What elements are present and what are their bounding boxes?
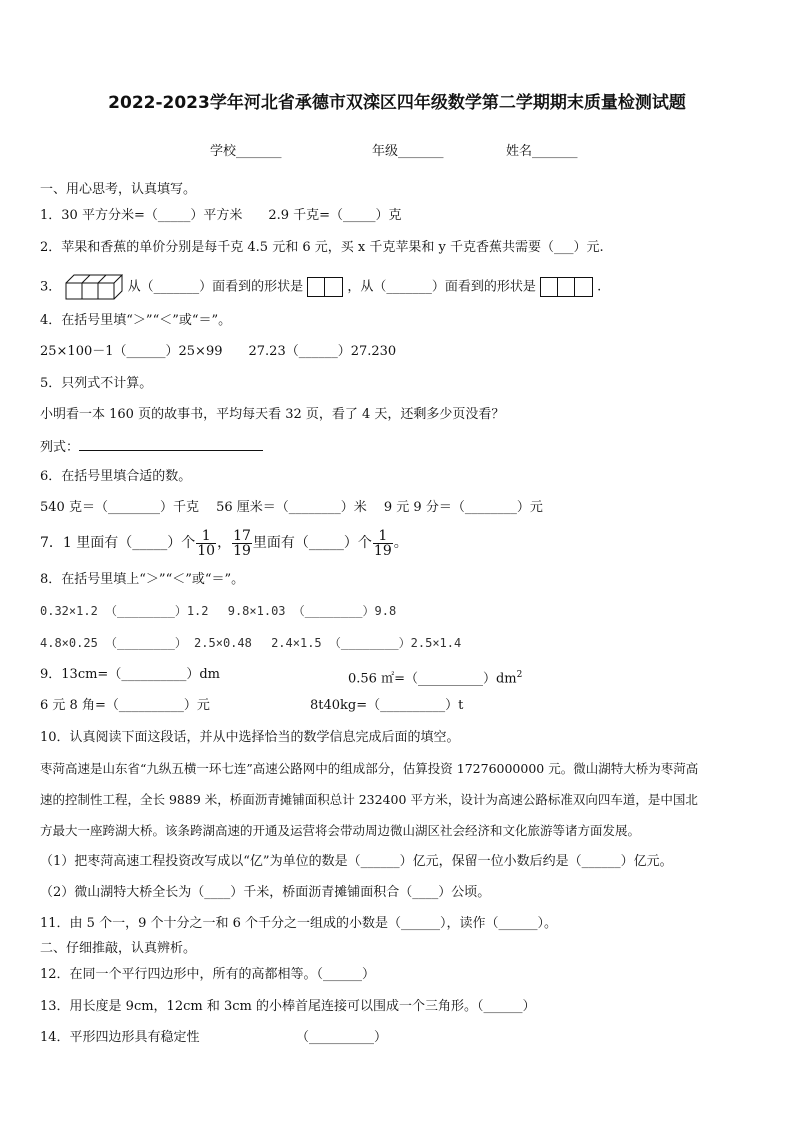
fraction-numerator: 17 [233, 528, 251, 544]
question-13: 13．用长度是 9cm，12cm 和 3cm 的小棒首尾连接可以围成一个三角形。（______） [40, 999, 536, 1014]
question-1: 1．30 平方分米=（_____）平方米 2.9 千克=（_____）克 [40, 208, 402, 223]
grade-field: 年级_______ [372, 144, 444, 159]
fraction-17-19 [232, 529, 252, 558]
question-3-end: . [597, 279, 602, 295]
question-9-c: 6 元 8 角=（__________）元 [40, 698, 210, 713]
question-7-part-c: 里面有（_____）个 [252, 535, 372, 551]
question-7-part-a: 7．1 里面有（_____）个 [40, 535, 196, 551]
question-10-paragraph-line-2: 速的控制性工程，全长 9889 米，桥面沥青摊铺面积总计 232400 平方米，设计为高速公路标准双向四车道，是中国北 [40, 792, 698, 807]
question-14: 14．平形四边形具有稳定性 [40, 1030, 200, 1045]
cube-stack-figure [65, 273, 123, 301]
question-9-d: 8t40kg=（__________）t [310, 698, 464, 713]
question-10-part-2: （2）微山湖特大桥全长为（____）千米，桥面沥青摊铺面积合（____）公顷。 [40, 885, 491, 900]
question-10: 10．认真阅读下面这段话，并从中选择恰当的数学信息完成后面的填空。 [40, 730, 460, 745]
question-3-number: 3． [40, 279, 62, 295]
question-7 [40, 524, 408, 563]
question-5: 5．只列式不计算。 [40, 376, 153, 391]
question-9-a: 9．13cm=（__________）dm [40, 667, 220, 682]
question-3-part-a: 从（_______）面看到的形状是 [127, 279, 304, 295]
fraction-denominator: 10 [197, 543, 216, 559]
question-10-paragraph-line-3: 方最大一座跨湖大桥。该条跨湖高速的开通及运营将会带动周边微山湖区社会经济和文化旅游等诸方面发展。 [40, 823, 641, 838]
question-9-b-text: 0.56 ㎡=（__________）dm [348, 671, 517, 687]
three-square-shape [540, 277, 593, 297]
school-field: 学校_______ [210, 144, 282, 159]
question-8: 8．在括号里填上“＞”“＜”或“＝”。 [40, 572, 245, 587]
section-1-heading: 一、用心思考，认真填写。 [40, 182, 197, 197]
two-square-shape [307, 277, 343, 297]
answer-blank [79, 437, 263, 451]
fraction-1-19 [373, 529, 393, 558]
question-5-answer-line [40, 437, 263, 457]
question-8-row-2: 4.8×0.25 （________） 2.5×0.48 2.4×1.5 （________）2.5×1.4 [40, 636, 462, 650]
question-14-answer: （__________） [296, 1030, 388, 1045]
fraction-1-10 [196, 529, 216, 558]
question-6-items: 540 克＝（________）千克 56 厘米＝（________）米 9 元 9 分＝（________）元 [40, 500, 543, 515]
question-6: 6．在括号里填合适的数。 [40, 469, 192, 484]
question-10-part-1: （1）把枣菏高速工程投资改写成以“亿”为单位的数是（______）亿元，保留一位小数后约是（______）亿元。 [40, 854, 673, 869]
question-7-comma: ， [217, 535, 232, 551]
question-10-paragraph-line-1: 枣菏高速是山东省“九纵五横一环七连”高速公路网中的组成部分，估算投资 17276000000 元。微山湖特大桥为枣菏高 [40, 761, 699, 776]
page-title: 2022-2023学年河北省承德市双滦区四年级数学第二学期期末质量检测试题 [108, 93, 686, 113]
superscript: 2 [516, 670, 523, 680]
fraction-numerator: 1 [373, 529, 393, 544]
fraction-denominator: 19 [373, 543, 392, 559]
question-7-end: 。 [393, 535, 408, 551]
name-field: 姓名_______ [506, 144, 578, 159]
question-11: 11．由 5 个一，9 个十分之一和 6 个千分之一组成的小数是（______），读作（______）。 [40, 916, 558, 931]
question-5-problem: 小明看一本 160 页的故事书，平均每天看 32 页，看了 4 天，还剩多少页没看？ [40, 407, 505, 422]
question-4-items: 25×100－1（______）25×99 27.23（______）27.230 [40, 344, 397, 359]
question-3 [40, 273, 601, 301]
question-4: 4．在括号里填“＞”“＜”或“＝”。 [40, 313, 232, 328]
question-2: 2．苹果和香蕉的单价分别是每千克 4.5 元和 6 元，买 x 千克苹果和 y 千克香蕉共需要（___）元. [40, 240, 604, 255]
question-8-row-1: 0.32×1.2 （________）1.2 9.8×1.03 （________）9.8 [40, 604, 397, 618]
section-2-heading: 二、仔细推敲，认真辨析。 [40, 941, 197, 956]
question-3-part-b: ，从（_______）面看到的形状是 [347, 279, 536, 295]
question-9-b [348, 666, 522, 688]
question-12: 12．在同一个平行四边形中，所有的高都相等。（______） [40, 967, 376, 982]
fraction-denominator: 19 [233, 543, 251, 559]
fraction-numerator: 1 [196, 529, 216, 544]
question-5-label: 列式： [40, 440, 80, 455]
